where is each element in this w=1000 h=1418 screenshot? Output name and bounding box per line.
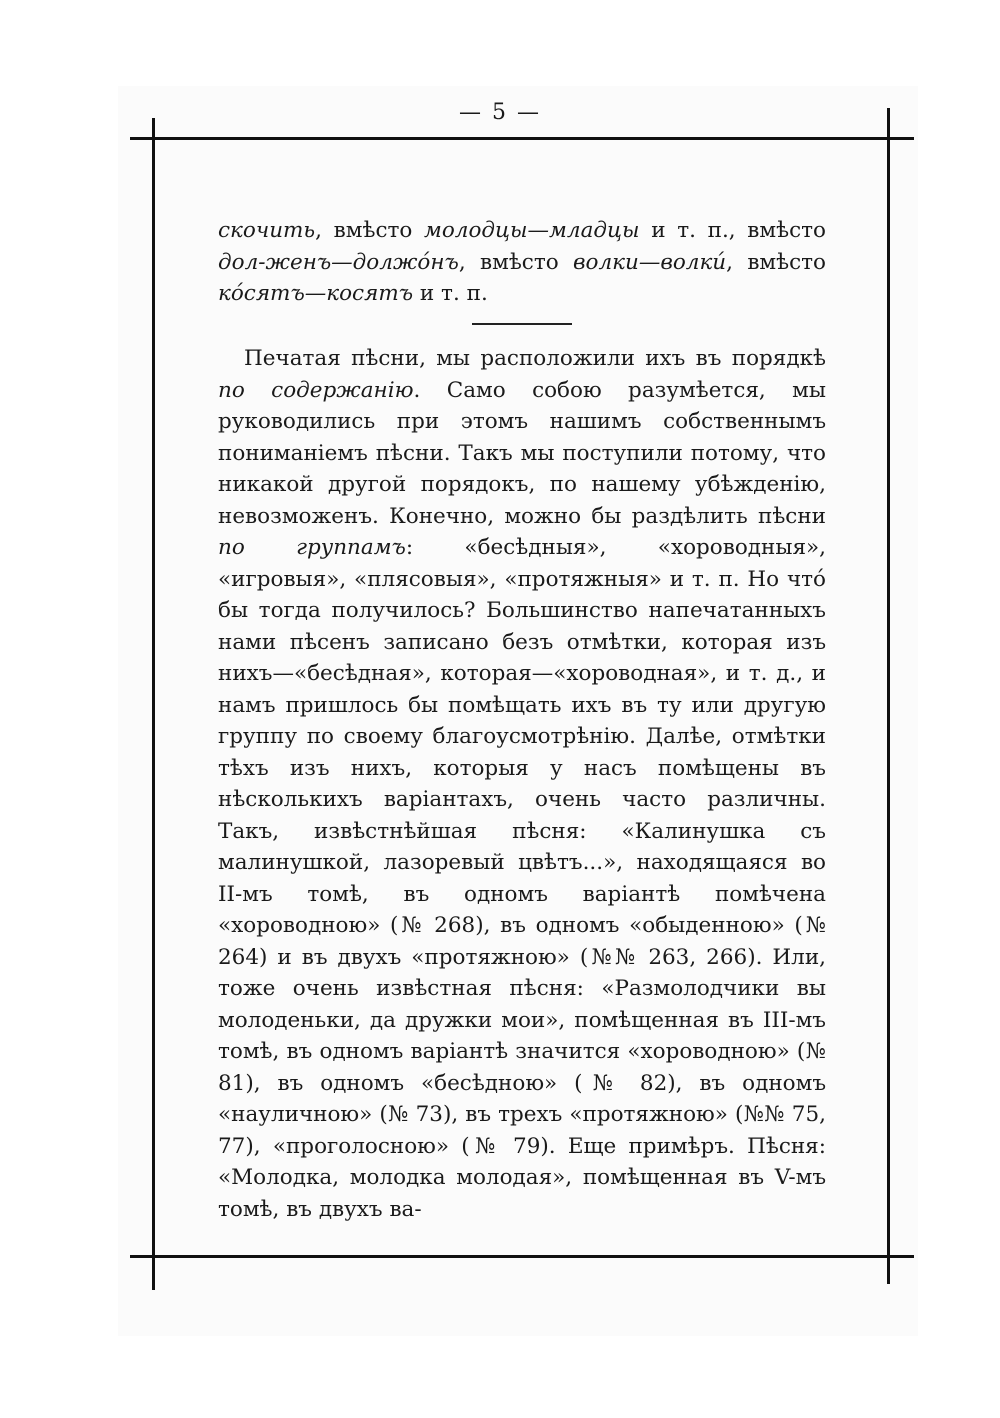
text: , вмѣсто <box>315 218 425 243</box>
text-italic: по содержанію <box>218 377 414 403</box>
text-italic: по группамъ <box>218 535 406 560</box>
text: , вмѣсто <box>458 249 573 275</box>
text: , вмѣсто <box>726 249 826 275</box>
left-rule <box>152 118 155 1290</box>
top-rule <box>130 137 914 140</box>
text: и т. п., вмѣсто <box>639 218 826 243</box>
text-italic: ко́сятъ—косятъ <box>218 281 414 306</box>
text-italic: волки—волки́ <box>572 249 727 275</box>
text: . Само собою разумѣется, мы руководились при этомъ нашимъ собственнымъ пониманіемъ пѣсни. Такъ мы поступили потому, что никакой другой порядокъ, по нашему убѣжденію, невозможенъ. Конечно, можно бы раздѣлить пѣсни <box>218 377 826 529</box>
page-number: — 5 — <box>459 100 541 125</box>
right-rule <box>887 108 890 1284</box>
text-italic: скочить <box>218 218 316 243</box>
text: и т. п. <box>413 281 488 306</box>
text-italic: молодцы—младцы <box>424 218 640 243</box>
text: Печатая пѣсни, мы расположили ихъ въ порядкѣ <box>244 346 826 371</box>
main-paragraph <box>218 343 826 1225</box>
bottom-rule <box>130 1255 914 1258</box>
text: : «бесѣдныя», «хороводныя», «игровыя», «плясовыя», «протяжныя» и т. п. Но что́ бы тогда получилось? Большинство напечатанныхъ нами пѣсенъ записано безъ отмѣтки, которая изъ нихъ—«бесѣдная», которая—«хороводная», и т. д., и намъ пришлось бы помѣщать ихъ въ ту или другую группу по своему благоусмотрѣнію. Далѣе, отмѣтки тѣхъ изъ нихъ, которыя у насъ помѣщены въ нѣсколькихъ варіантахъ, очень часто различны. Такъ, извѣстнѣйшая пѣсня: «Калинушка съ малинушкой, лазоревый цвѣтъ...», находящаяся во II-мъ томѣ, въ одномъ варіантѣ помѣчена «хороводною» (№ 268), въ одномъ «обыденною» (№ 264) и въ двухъ «протяжною» (№№ 263, 266). Или, тоже очень извѣстная пѣсня: «Размолодчики вы молоденьки, да дружки мои», помѣщенная въ III-мъ томѣ, въ одномъ варіантѣ значится «хороводною» (№ 81), въ одномъ «бесѣдною» (№ 82), въ одномъ «науличною» (№ 73), въ трехъ «протяжною» (№№ 75, 77), «проголосною» (№ 79). Еще примѣръ. Пѣсня: «Молодка, молодка молодая», помѣщенная въ V-мъ томѣ, въ двухъ ва- <box>218 535 826 1222</box>
section-separator <box>472 323 572 325</box>
text-italic: дол-женъ—должо́нъ <box>218 249 459 275</box>
continuation-paragraph <box>218 215 826 310</box>
